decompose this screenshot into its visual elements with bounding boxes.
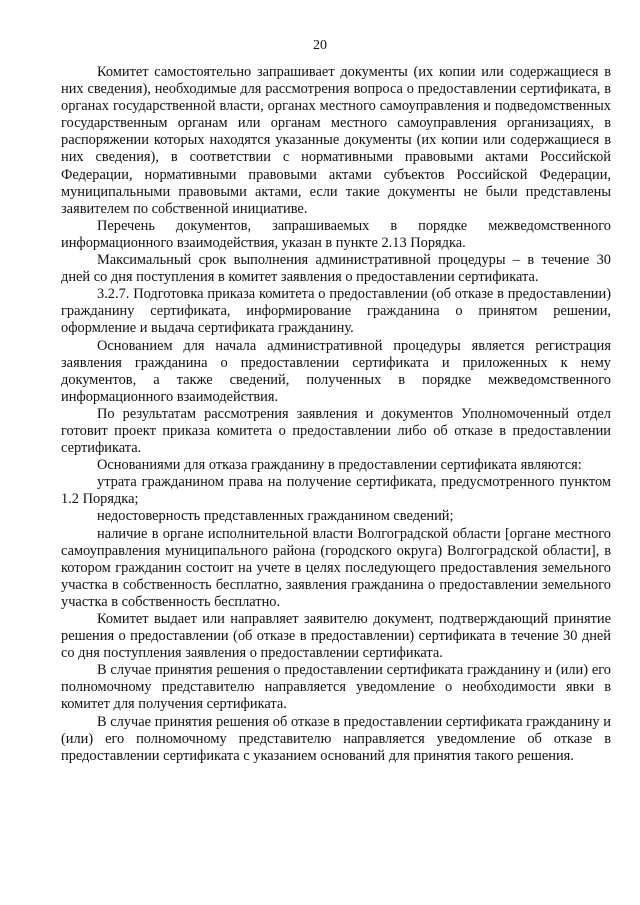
paragraph-section-3-2-7: 3.2.7. Подготовка приказа комитета о предоставлении (об отказе в предоставлении) гражданину сертификата, информирование гражданина о принятом решении, оформление и выдача сертификата гражданину. bbox=[61, 286, 611, 337]
paragraph-procedure-basis: Основанием для начала административной процедуры является регистрация заявления гражданина о предоставлении сертификата и приложенных к нему документов, а также сведений, полученных в порядке межведомственного информационного взаимодействия. bbox=[61, 337, 611, 405]
paragraph-review-results: По результатам рассмотрения заявления и документов Уполномоченный отдел готовит проект приказа комитета о предоставлении либо об отказе в предоставлении сертификата. bbox=[61, 405, 611, 457]
paragraph-documents-list: Перечень документов, запрашиваемых в порядке межведомственного информационного взаимодействия, указан в пункте 2.13 Порядка. bbox=[61, 217, 611, 251]
page-number: 20 bbox=[313, 38, 327, 53]
paragraph-decision-document: Комитет выдает или направляет заявителю документ, подтверждающий принятие решения о предоставлении (об отказе в предоставлении) сертификата в течение 30 дней со дня поступления заявления о предоставлении сертификата. bbox=[61, 611, 611, 662]
paragraph-loss-of-right: утрата гражданином права на получение сертификата, предусмотренного пунктом 1.2 Порядка; bbox=[61, 474, 611, 508]
paragraph-max-term: Максимальный срок выполнения административной процедуры – в течение 30 дней со дня поступления в комитет заявления о предоставлении сертификата. bbox=[61, 252, 611, 286]
paragraph-refusal-grounds: Основаниями для отказа гражданину в предоставлении сертификата являются: bbox=[97, 457, 582, 474]
paragraph-refusal-notice: В случае принятия решения об отказе в предоставлении сертификата гражданину и (или) его полномочному представителю направляется уведомление об отказе в предоставлении сертификата с указанием оснований для принятия такого решения. bbox=[61, 713, 611, 764]
paragraph-land-application: наличие в органе исполнительной власти Волгоградской области [органе местного самоуправления муниципального района (городского округа) Волгоградской области], в котором гражданин состоит на учете в целях последующего предоставления земельного участка в собственность бесплатно, заявления гражданина о предоставлении земельного участка в собственность бесплатно. bbox=[61, 525, 611, 610]
paragraph-false-info: недостоверность представленных гражданином сведений; bbox=[97, 508, 454, 525]
document-body bbox=[61, 64, 611, 765]
paragraph-request-documents: Комитет самостоятельно запрашивает документы (их копии или содержащиеся в них сведения), необходимые для рассмотрения вопроса о предоставлении сертификата, в органах государственной власти, органах местного самоуправления и подведомственных государственным органам или органам местного самоуправления организациях, в распоряжении которых находятся указанные документы (их копии или содержащиеся в них сведения), в соответствии с нормативными правовыми актами Российской Федерации, нормативными правовыми актами субъектов Российской Федерации, муниципальными правовыми актами, если такие документы не были представлены заявителем по собственной инициативе. bbox=[61, 64, 611, 217]
paragraph-approval-notice: В случае принятия решения о предоставлении сертификата гражданину и (или) его полномочному представителю направляется уведомление о необходимости явки в комитет для получения сертификата. bbox=[61, 662, 611, 713]
